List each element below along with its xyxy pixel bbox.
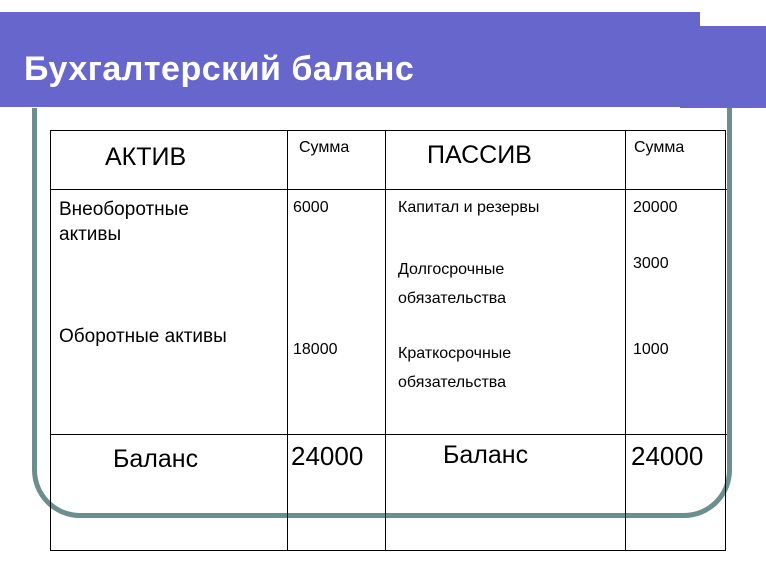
column-divider	[625, 131, 626, 550]
header-liabilities-sum: Сумма	[634, 139, 685, 156]
total-sum: 24000	[291, 441, 364, 471]
liability-sum: 20000	[633, 199, 678, 216]
balance-table	[50, 130, 726, 551]
column-divider	[385, 131, 386, 550]
title-band	[0, 12, 766, 108]
slide-title: Бухгалтерский баланс	[24, 50, 415, 88]
header-assets: АКТИВ	[105, 143, 187, 171]
liability-label: Краткосрочные обязательства	[398, 345, 512, 391]
total-label: Баланс	[113, 445, 199, 473]
total-sum: 24000	[631, 441, 704, 471]
total-divider	[51, 434, 727, 435]
column-divider	[287, 131, 288, 550]
liability-sum: 3000	[633, 255, 669, 272]
liability-label: Долгосрочные обязательства	[398, 261, 506, 307]
liability-sum: 1000	[633, 341, 669, 358]
header-divider	[51, 189, 727, 190]
asset-sum: 6000	[293, 199, 329, 216]
header-assets-sum: Сумма	[299, 139, 350, 156]
asset-label: Оборотные активы	[59, 326, 227, 347]
asset-label: Внеоборотные активы	[59, 199, 189, 245]
header-liabilities: ПАССИВ	[427, 141, 532, 169]
total-label: Баланс	[443, 441, 529, 469]
title-band-corner	[700, 12, 766, 26]
asset-sum: 18000	[293, 341, 338, 358]
liability-label: Капитал и резервы	[398, 199, 540, 216]
